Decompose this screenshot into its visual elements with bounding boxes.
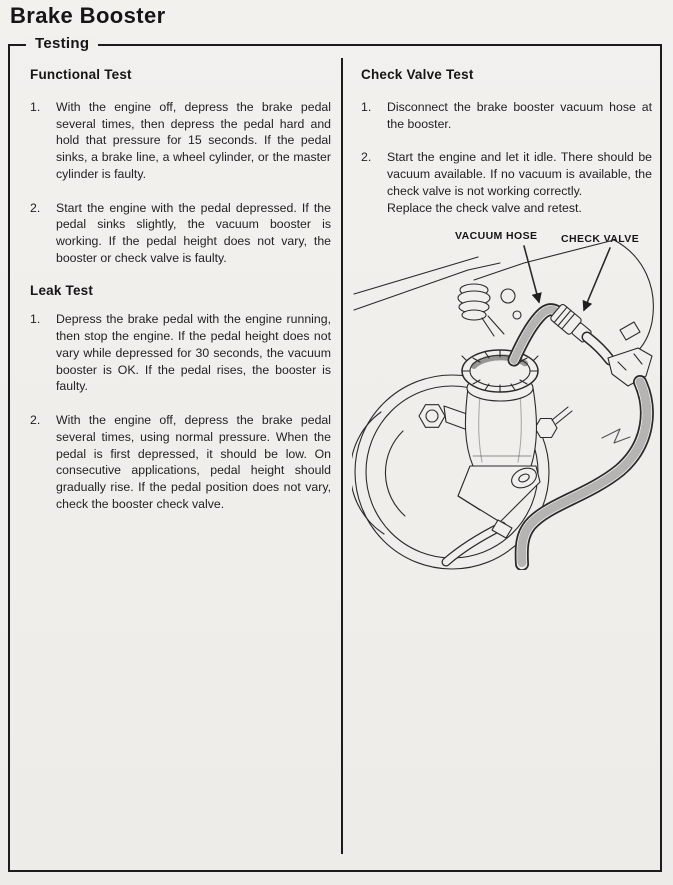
- item-text: Depress the brake pedal with the engine running, then stop the engine. If the pedal height does not vary while depressed for 30 seconds, the vacuum booster is OK. If the pedal rises, the booster is faulty.: [56, 312, 331, 394]
- right-column: [343, 46, 660, 870]
- item-text: Start the engine with the pedal depressed. If the pedal sinks slightly, the vacuum booster is working. If the pedal height does not vary, the booster or check valve is faulty.: [56, 200, 331, 265]
- testing-section-legend: Testing: [26, 35, 98, 52]
- item-text: [387, 149, 652, 216]
- list-item: [30, 200, 331, 267]
- item-text: With the engine off, depress the brake pedal several times, using normal pressure. When the pedal is first depressed, it should be low. On consecutive applications, pedal height should gradually rise. If the pedal position does not vary, check the booster check valve.: [56, 413, 331, 511]
- functional-test-heading: Functional Test: [30, 67, 132, 82]
- item-number: 2.: [30, 200, 41, 215]
- list-item: [361, 149, 652, 216]
- item-text-line: Start the engine and let it idle. There should be vacuum available. If no vacuum is available, the check valve is not working correctly.: [387, 150, 652, 198]
- testing-section-box: [8, 35, 662, 872]
- check-valve-label: CHECK VALVE: [561, 233, 640, 245]
- check-valve-test-heading: Check Valve Test: [361, 67, 474, 82]
- brake-booster-diagram: [352, 230, 666, 570]
- page-title: Brake Booster: [10, 3, 166, 28]
- item-number: 1.: [30, 100, 41, 114]
- item-text: Disconnect the brake booster vacuum hose at the booster.: [387, 100, 652, 131]
- leak-test-heading: Leak Test: [30, 283, 94, 299]
- item-number: 2.: [361, 150, 372, 165]
- vacuum-hose-label: VACUUM HOSE: [455, 230, 538, 242]
- item-number: 1.: [30, 312, 41, 327]
- left-column: [10, 46, 341, 870]
- list-item: [361, 99, 652, 132]
- item-number: 2.: [30, 413, 41, 428]
- list-item: [30, 311, 331, 395]
- item-text-line: Replace the check valve and retest.: [387, 200, 582, 215]
- item-number: 1.: [361, 100, 372, 114]
- list-item: [30, 99, 331, 183]
- list-item: [30, 412, 331, 512]
- brake-booster-illustration: [352, 230, 666, 570]
- item-text: With the engine off, depress the brake pedal several times, then depress the pedal hard and hold that pressure for 15 seconds. If the pedal sinks, a brake line, a wheel cylinder, or the master cylinder is faulty.: [56, 100, 331, 181]
